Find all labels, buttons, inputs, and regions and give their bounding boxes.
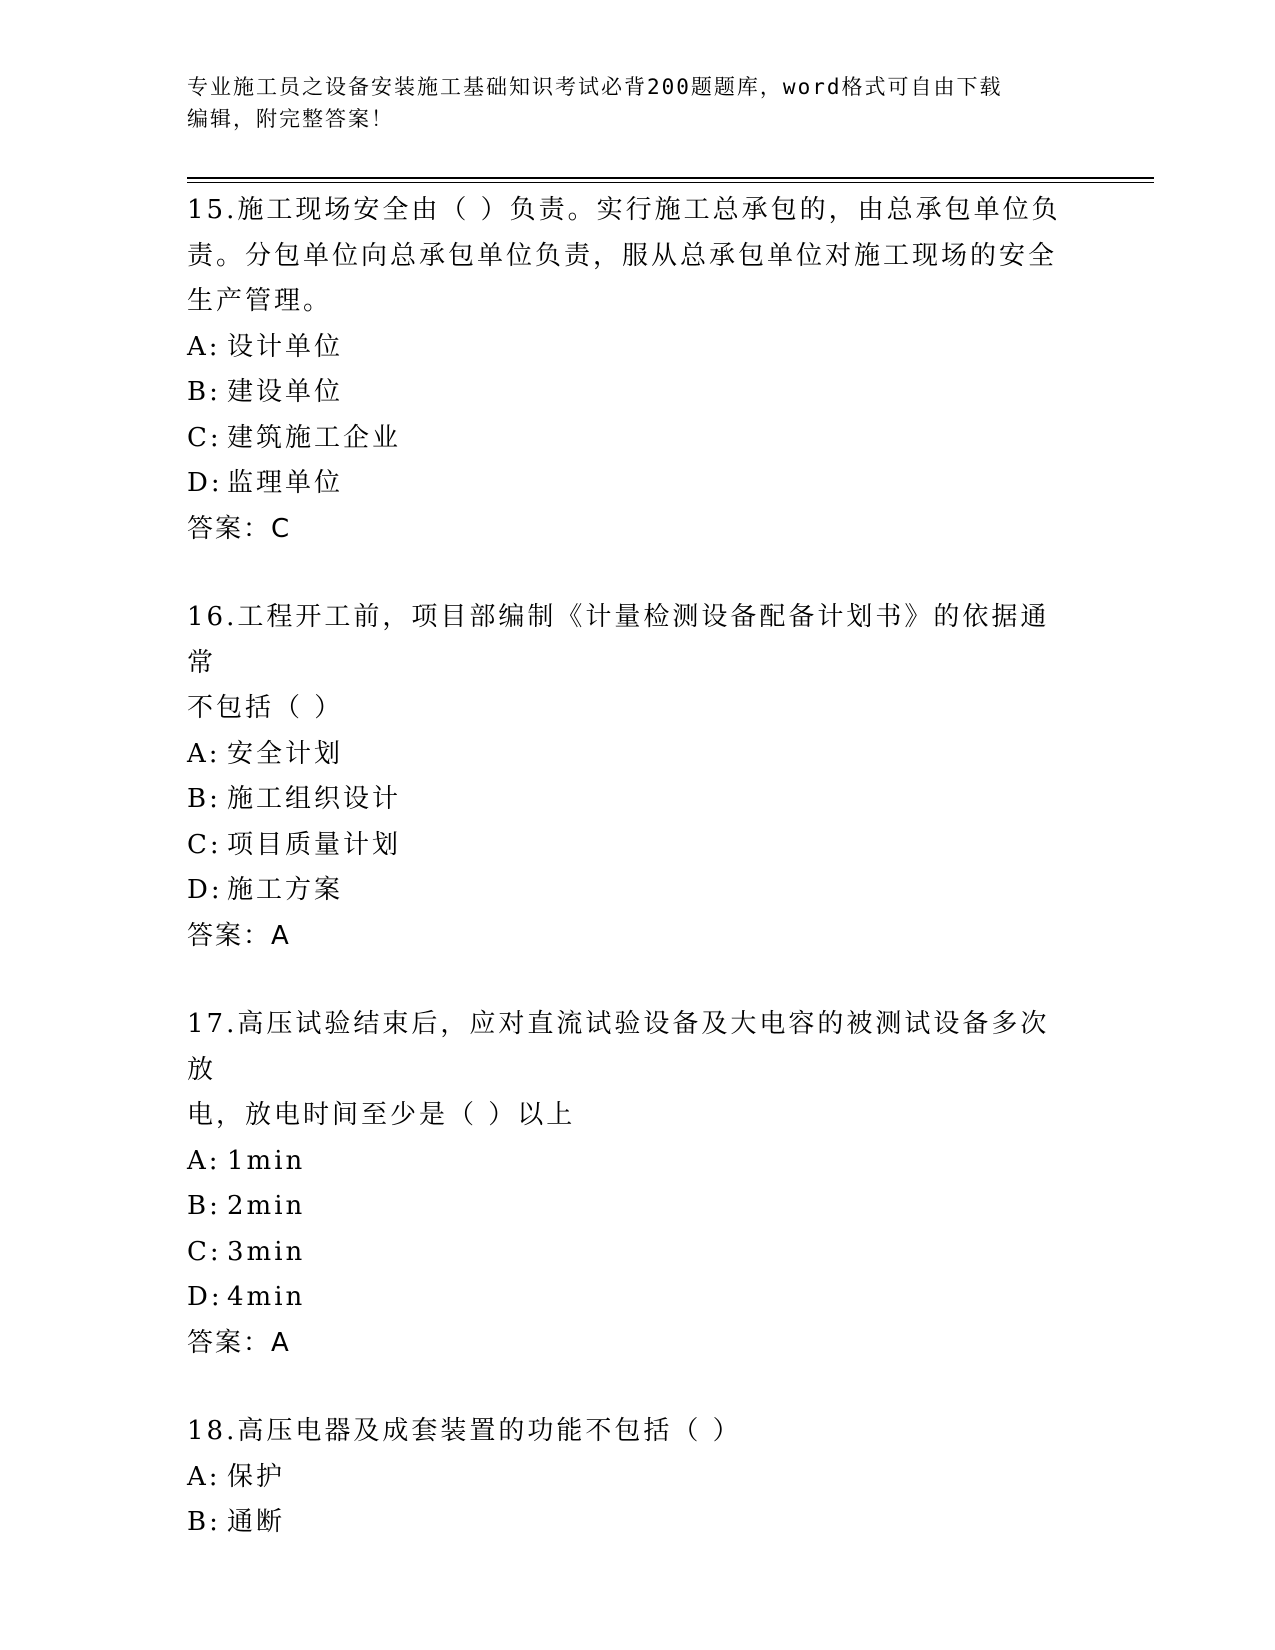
question-stem-line: 15.施工现场安全由（ ）负责。实行施工总承包的，由总承包单位负 — [187, 195, 1061, 225]
option-c — [187, 416, 1067, 462]
question-18 — [187, 1409, 1067, 1546]
option-text: 建筑施工企业 — [227, 422, 402, 453]
answer-line: 答案：A — [187, 1327, 291, 1358]
question-spacer — [187, 552, 1067, 595]
question-stem — [187, 188, 1067, 325]
option-key: B: — [187, 1507, 221, 1537]
question-stem-line: 不包括（ ） — [187, 693, 344, 723]
option-text: 3min — [227, 1236, 306, 1267]
option-key: A: — [187, 331, 221, 362]
question-stem — [187, 1002, 1067, 1139]
answer-line: 答案：C — [187, 513, 292, 544]
option-b — [187, 777, 1067, 823]
header-title-line-2: 编辑，附完整答案！ — [187, 107, 394, 131]
header-title-line-1: 专业施工员之设备安装施工基础知识考试必背200题题库，word格式可自由下载 — [187, 75, 1003, 99]
question-stem-line: 生产管理。 — [187, 286, 333, 316]
option-text: 施工组织设计 — [227, 784, 402, 814]
option-d — [187, 461, 1067, 507]
answer-line: 答案：A — [187, 920, 291, 951]
option-a — [187, 1455, 1067, 1501]
option-key: C: — [187, 829, 222, 860]
header-divider-thick — [187, 177, 1154, 179]
question-16 — [187, 595, 1067, 959]
option-text: 4min — [227, 1282, 306, 1312]
option-text: 安全计划 — [227, 738, 344, 769]
option-a — [187, 325, 1067, 371]
option-key: A: — [187, 1461, 221, 1492]
question-15 — [187, 188, 1067, 552]
option-key: C: — [187, 1236, 222, 1267]
option-key: D: — [187, 468, 223, 498]
option-key: D: — [187, 1282, 223, 1312]
option-text: 建设单位 — [227, 377, 344, 407]
question-stem-line: 责。分包单位向总承包单位负责，服从总承包单位对施工现场的安全 — [187, 240, 1058, 271]
question-stem-line: 18.高压电器及成套装置的功能不包括（ ） — [187, 1416, 742, 1446]
option-c — [187, 1230, 1067, 1276]
option-text: 项目质量计划 — [227, 829, 402, 860]
option-key: A: — [187, 1145, 221, 1176]
question-stem — [187, 595, 1067, 732]
option-c — [187, 823, 1067, 869]
option-b — [187, 1184, 1067, 1230]
question-spacer — [187, 959, 1067, 1002]
option-key: B: — [187, 784, 221, 814]
question-stem-line: 17.高压试验结束后，应对直流试验设备及大电容的被测试设备多次放 — [187, 1009, 1050, 1085]
document-header — [187, 71, 1067, 135]
option-text: 设计单位 — [227, 331, 344, 362]
option-text: 保护 — [227, 1461, 286, 1492]
option-key: C: — [187, 422, 222, 453]
question-list — [187, 188, 1067, 1546]
option-text: 1min — [227, 1145, 306, 1176]
option-key: D: — [187, 875, 223, 905]
option-key: B: — [187, 1191, 221, 1221]
question-stem — [187, 1409, 1067, 1455]
option-text: 施工方案 — [227, 875, 344, 905]
option-a — [187, 732, 1067, 778]
option-b — [187, 370, 1067, 416]
option-text: 监理单位 — [227, 468, 344, 498]
option-a — [187, 1139, 1067, 1185]
option-d — [187, 1275, 1067, 1321]
question-stem-line: 电，放电时间至少是（ ）以上 — [187, 1100, 576, 1130]
option-key: A: — [187, 738, 221, 769]
question-17 — [187, 1002, 1067, 1366]
option-key: B: — [187, 377, 221, 407]
question-stem-line: 16.工程开工前，项目部编制《计量检测设备配备计划书》的依据通常 — [187, 602, 1050, 678]
option-text: 通断 — [227, 1507, 286, 1537]
header-divider-thin — [187, 182, 1154, 183]
option-b — [187, 1500, 1067, 1546]
option-d — [187, 868, 1067, 914]
question-spacer — [187, 1366, 1067, 1409]
option-text: 2min — [227, 1191, 306, 1221]
